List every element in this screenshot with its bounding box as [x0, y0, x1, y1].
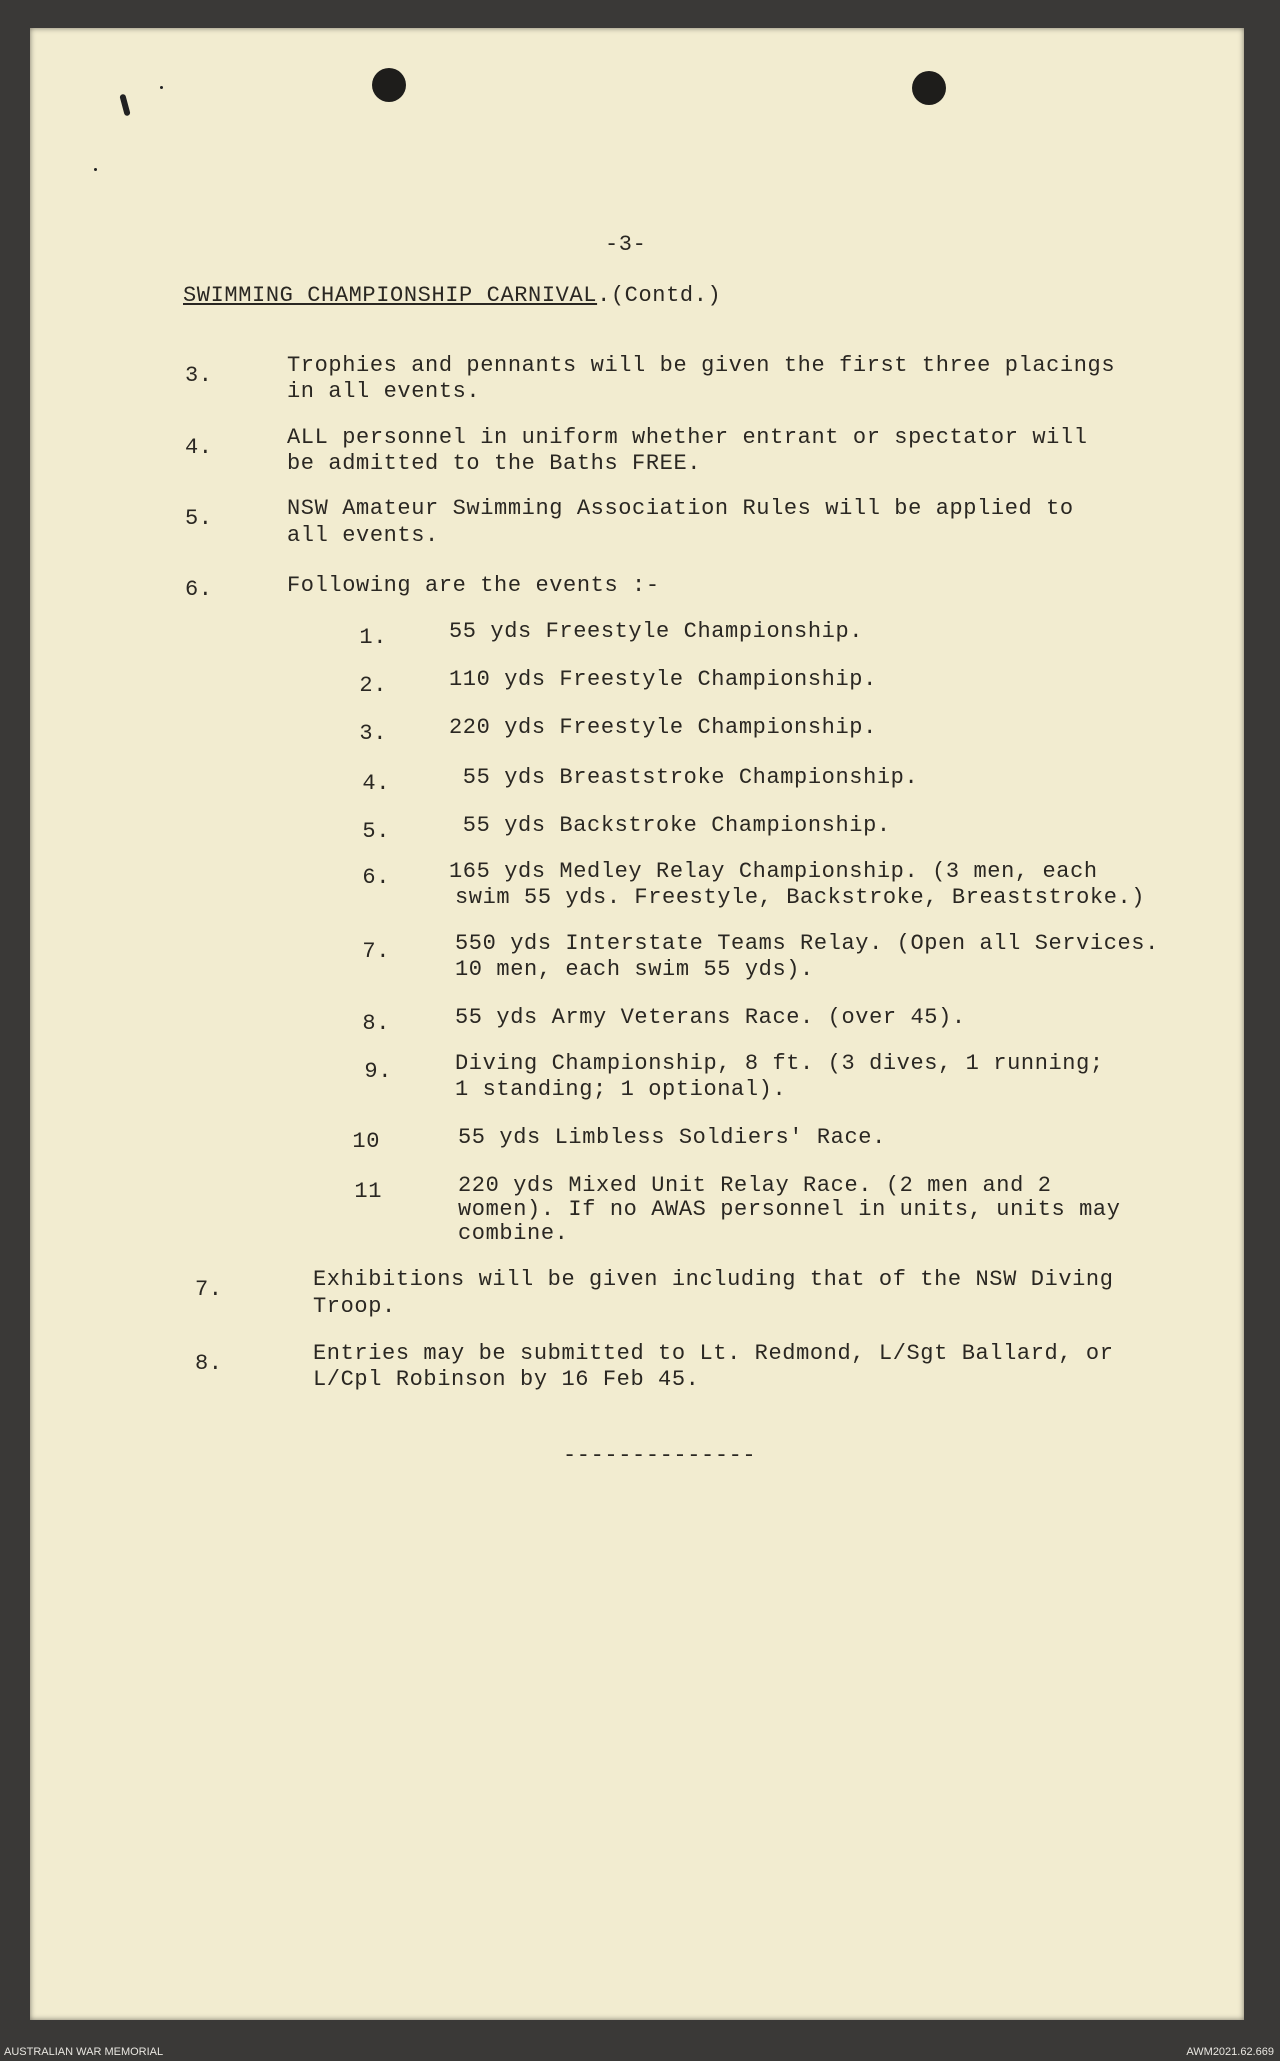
event-line: 55 yds Freestyle Championship. [449, 619, 864, 644]
paragraph-number: 3. [185, 363, 213, 388]
event-number: 3. [359, 721, 387, 746]
event-number: 11 [354, 1179, 382, 1204]
paragraph-line: NSW Amateur Swimming Association Rules will be applied to [287, 496, 1074, 521]
end-rule: -------------- [563, 1443, 757, 1468]
event-line: Diving Championship, 8 ft. (3 dives, 1 running; [455, 1051, 1104, 1076]
event-number: 5. [362, 819, 390, 844]
event-line: 10 men, each swim 55 yds). [455, 957, 814, 982]
punch-hole-right [912, 71, 946, 105]
event-line: 550 yds Interstate Teams Relay. (Open all Services. [455, 931, 1159, 956]
heading-suffix: .(Contd.) [597, 283, 722, 308]
paragraph-line: all events. [287, 523, 439, 548]
event-line: 55 yds Army Veterans Race. (over 45). [455, 1005, 966, 1030]
punch-hole-left [372, 68, 406, 102]
paragraph-number: 7. [195, 1277, 223, 1302]
event-line: 110 yds Freestyle Championship. [449, 667, 877, 692]
event-number: 4. [362, 771, 390, 796]
paragraph-number: 4. [185, 435, 213, 460]
paragraph-line: in all events. [287, 379, 481, 404]
event-number: 8. [362, 1011, 390, 1036]
paragraph-number: 6. [185, 577, 213, 602]
event-line: 1 standing; 1 optional). [455, 1077, 787, 1102]
event-line: 220 yds Mixed Unit Relay Race. (2 men and 2 [458, 1173, 1052, 1198]
paragraph-line: Exhibitions will be given including that of the NSW Diving [313, 1267, 1114, 1292]
ink-dot [94, 168, 97, 171]
event-line: swim 55 yds. Freestyle, Backstroke, Breaststroke.) [455, 885, 1146, 910]
heading-title: SWIMMING CHAMPIONSHIP CARNIVAL [183, 283, 598, 308]
paragraph-line: be admitted to the Baths FREE. [287, 451, 702, 476]
paragraph-line: Trophies and pennants will be given the first three placings [287, 353, 1116, 378]
paragraph-number: 5. [185, 506, 213, 531]
event-number: 10 [352, 1129, 380, 1154]
paragraph-line: Following are the events :- [287, 573, 660, 598]
event-number: 2. [359, 673, 387, 698]
ink-mark [119, 94, 130, 117]
event-number: 9. [364, 1059, 392, 1084]
paragraph-number: 8. [195, 1351, 223, 1376]
paragraph-line: ALL personnel in uniform whether entrant or spectator will [287, 425, 1088, 450]
event-number: 1. [359, 625, 387, 650]
event-line: 55 yds Limbless Soldiers' Race. [458, 1125, 886, 1150]
archive-credit: AUSTRALIAN WAR MEMORIAL [4, 2046, 164, 2058]
event-line: 165 yds Medley Relay Championship. (3 men, each [449, 859, 1098, 884]
page-number: -3- [605, 232, 647, 257]
event-line: 55 yds Breaststroke Championship. [449, 765, 919, 790]
event-number: 7. [362, 939, 390, 964]
archive-reference: AWM2021.62.669 [1186, 2046, 1274, 2058]
event-line: women). If no AWAS personnel in units, units may [458, 1197, 1121, 1222]
paragraph-line: Entries may be submitted to Lt. Redmond, L/Sgt Ballard, or [313, 1341, 1114, 1366]
paragraph-line: Troop. [313, 1294, 396, 1319]
event-line: 55 yds Backstroke Championship. [449, 813, 891, 838]
event-line: combine. [458, 1221, 569, 1246]
document-heading [183, 284, 721, 308]
event-number: 6. [362, 865, 390, 890]
event-line: 220 yds Freestyle Championship. [449, 715, 877, 740]
paragraph-line: L/Cpl Robinson by 16 Feb 45. [313, 1367, 700, 1392]
ink-dot [160, 86, 163, 89]
